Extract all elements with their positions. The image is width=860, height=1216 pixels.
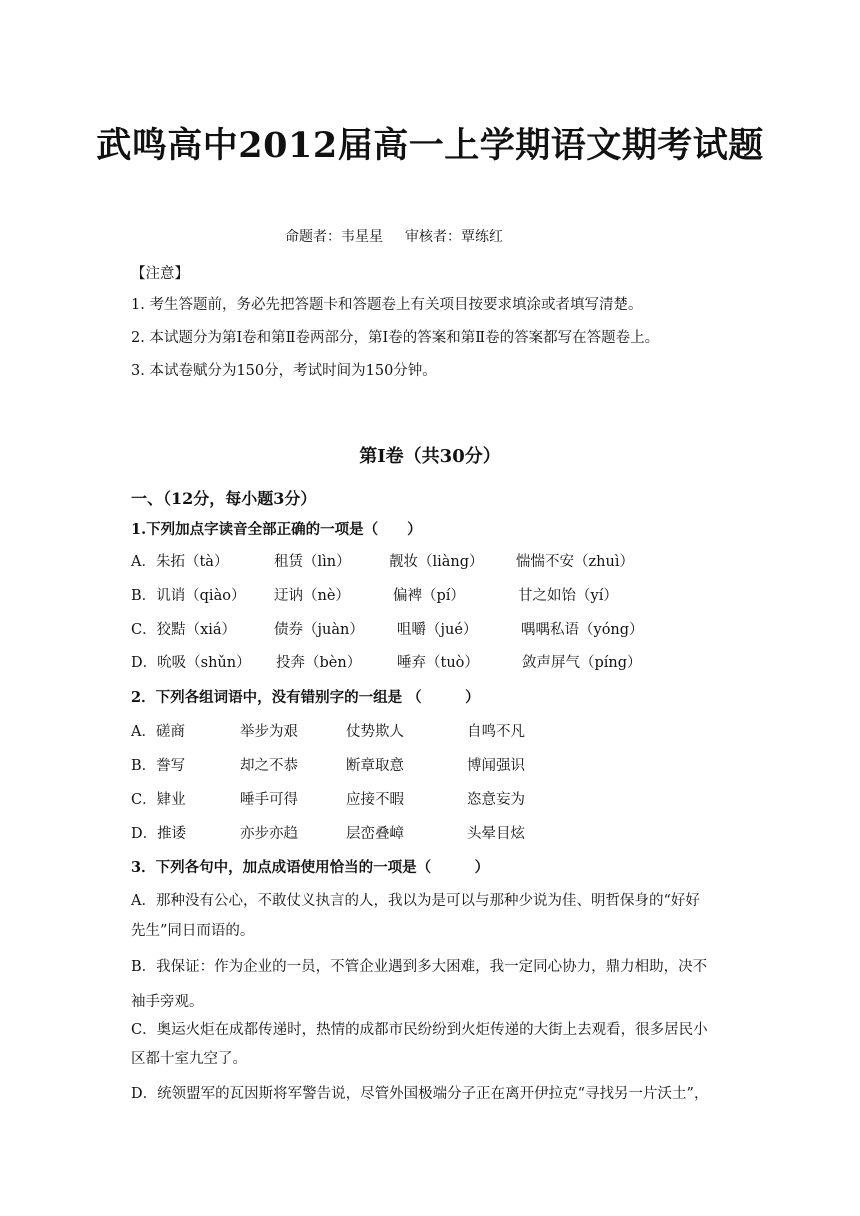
q2-row-d-1: D．推诿 (131, 826, 187, 842)
notice-item-2: 2. 本试题分为第Ⅰ卷和第Ⅱ卷两部分，第Ⅰ卷的答案和第Ⅱ卷的答案都写在答题卷上。 (131, 330, 660, 346)
q3-stem: 3．下列各句中，加点成语使用恰当的一项是（ ） (131, 859, 490, 876)
q1-row-b-3: 偏裨（pí） (393, 588, 465, 604)
q1-row-d-1: D．吮吸（shǔn） (131, 655, 251, 671)
q1-row-a-4: 惴惴不安（zhuì） (516, 554, 634, 570)
q2-row-a-2: 举步为艰 (240, 724, 298, 740)
q3-option-c-line1: C．奥运火炬在成都传递时，热情的成都市民纷纷到火炬传递的大街上去观看，很多居民小 (131, 1022, 708, 1038)
q1-stem: 1.下列加点字读音全部正确的一项是（ ） (131, 521, 422, 538)
q3-option-a-line2: 先生”同日而语的。 (131, 923, 255, 939)
part-heading: 一、（12分，每小题3分） (131, 489, 317, 508)
q1-row-a-1: A．朱拓（tà） (131, 554, 229, 570)
notice-heading: 【注意】 (131, 266, 189, 282)
q2-stem: 2．下列各组词语中，没有错别字的一组是 （ ） (131, 689, 480, 706)
q2-row-b-4: 博闻强识 (467, 758, 525, 774)
q1-row-c-4: 喁喁私语（yóng） (521, 622, 644, 638)
q2-row-d-2: 亦步亦趋 (240, 826, 298, 842)
section-title: 第Ⅰ卷（共30分） (359, 446, 501, 467)
q1-row-c-2: 债券（juàn） (274, 622, 364, 638)
notice-item-1: 1. 考生答题前，务必先把答题卡和答题卷上有关项目按要求填涂或者填写清楚。 (131, 297, 643, 313)
q2-row-a-3: 仗势欺人 (346, 724, 404, 740)
q3-option-a-line1: A．那种没有公心，不敢仗义执言的人，我以为是可以与那种少说为佳、明哲保身的“好好 (131, 893, 700, 909)
q2-row-b-1: B．誊写 (131, 758, 186, 774)
q3-option-b-line2: 袖手旁观。 (131, 994, 204, 1010)
q2-row-b-3: 断章取意 (346, 758, 404, 774)
reviewer-label: 审核者：覃练红 (405, 229, 503, 245)
q2-row-b-2: 却之不恭 (240, 758, 298, 774)
q1-row-b-4: 甘之如饴（yí） (518, 588, 618, 604)
q1-row-b-1: B．讥诮（qiào） (131, 588, 246, 604)
q2-row-c-4: 恣意妄为 (467, 792, 525, 808)
q2-row-c-3: 应接不暇 (346, 792, 404, 808)
exam-title: 武鸣高中2012届高一上学期语文期考试题 (96, 125, 764, 166)
q2-row-c-2: 唾手可得 (240, 792, 298, 808)
q3-option-d-line1: D．统领盟军的瓦因斯将军警告说，尽管外国极端分子正在离开伊拉克“寻找另一片沃土”， (131, 1086, 709, 1102)
q1-row-c-1: C．狡黠（xiá） (131, 622, 237, 638)
authors-line (285, 226, 503, 246)
q2-row-d-4: 头晕目炫 (467, 826, 525, 842)
q2-row-c-1: C．肄业 (131, 792, 186, 808)
q1-row-a-2: 租赁（lìn） (274, 554, 351, 570)
notice-item-3: 3. 本试卷赋分为150分，考试时间为150分钟。 (131, 363, 437, 379)
setter-label: 命题者：韦星星 (285, 229, 383, 245)
q1-row-d-2: 投奔（bèn） (276, 655, 362, 671)
q3-option-b-line1: B．我保证：作为企业的一员，不管企业遇到多大困难，我一定同心协力，鼎力相助，决不 (131, 959, 708, 975)
q1-row-b-2: 迂讷（nè） (274, 588, 350, 604)
q2-row-d-3: 层峦叠嶂 (346, 826, 404, 842)
q1-row-d-4: 敛声屏气（píng） (522, 655, 642, 671)
q2-row-a-4: 自鸣不凡 (467, 724, 525, 740)
q1-row-d-3: 唾弃（tuò） (397, 655, 479, 671)
q2-row-a-1: A．磋商 (131, 724, 185, 740)
q1-row-a-3: 靓妆（liàng） (389, 554, 484, 570)
q1-row-c-3: 咀嚼（jué） (397, 622, 478, 638)
q3-option-c-line2: 区都十室九空了。 (131, 1051, 247, 1067)
